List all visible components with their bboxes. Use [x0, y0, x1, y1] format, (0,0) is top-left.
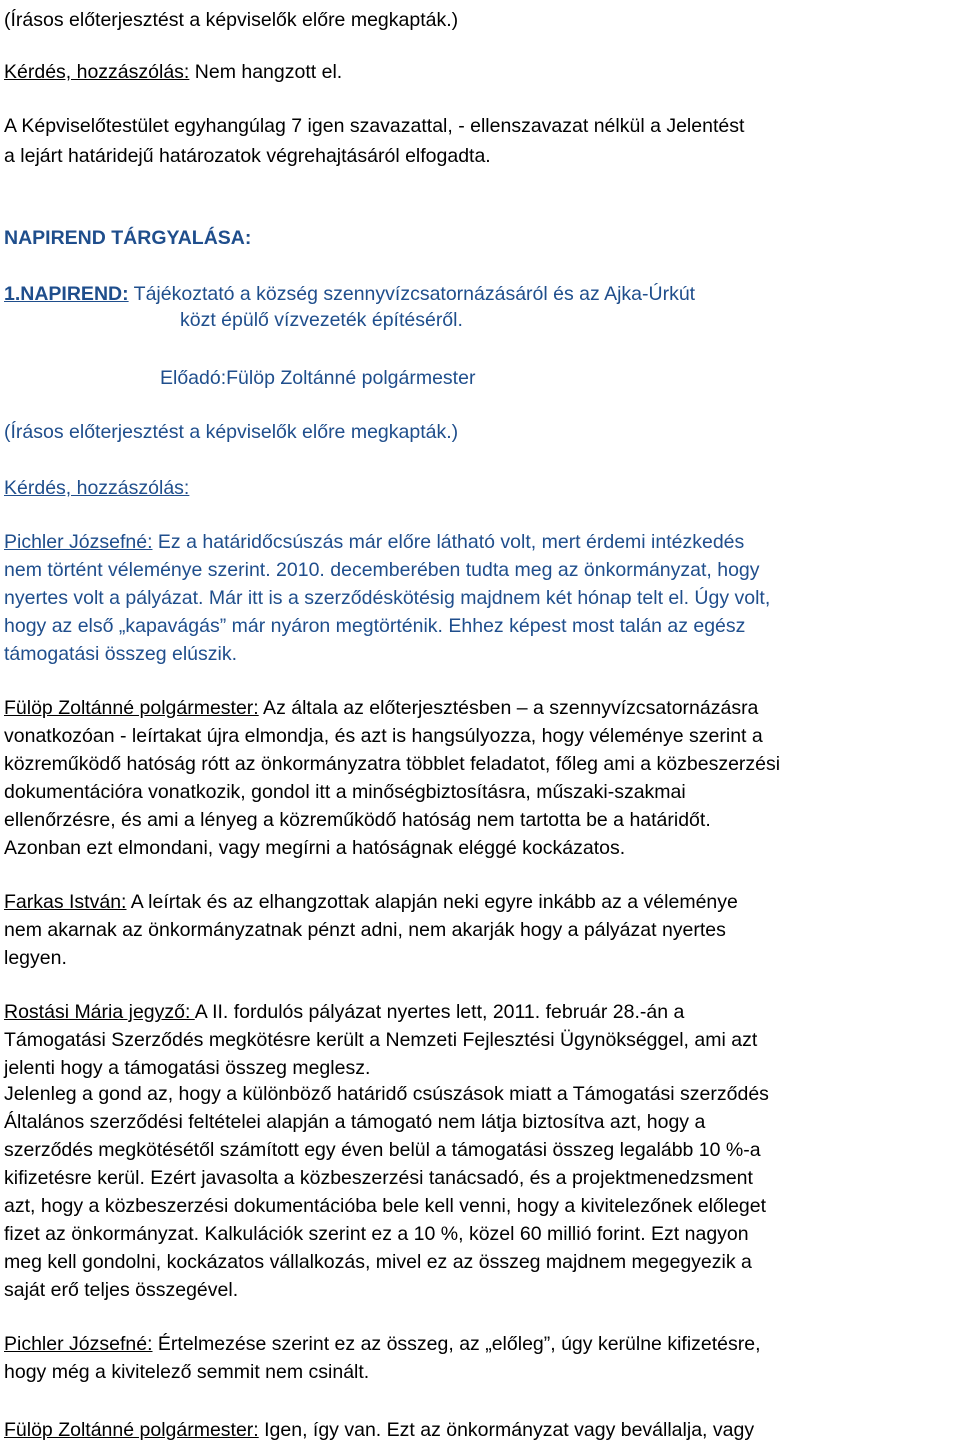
text-segment: meg kell gondolni, kockázatos vállalkozás, mivel ez az összeg majdnem megegyezik a — [4, 1251, 752, 1273]
text-line — [4, 1332, 761, 1356]
text-line — [4, 1360, 369, 1384]
text-segment: Ez a határidőcsúszás már előre látható volt, mert érdemi intézkedés — [152, 531, 745, 553]
text-segment: szerződés megkötésétől számított egy éven belül a támogatási összeg legalább 10 %-a — [4, 1139, 761, 1161]
text-segment: Támogatási Szerződés megkötésre került a Nemzeti Fejlesztési Ügynökséggel, ami azt — [4, 1029, 758, 1051]
text-line — [4, 476, 189, 500]
text-segment: legyen. — [4, 947, 67, 969]
text-segment: A leírtak és az elhangzottak alapján neki egyre inkább az a véleménye — [126, 891, 738, 913]
text-line — [4, 808, 711, 832]
text-line — [4, 1138, 761, 1162]
text-line — [4, 1250, 752, 1274]
text-segment: fizet az önkormányzat. Kalkulációk szerint ez a 10 %, közel 60 millió forint. Ezt nagyon — [4, 1223, 749, 1245]
text-line — [4, 114, 744, 138]
text-segment: Nem hangzott el. — [189, 61, 343, 83]
speaker-label: Kérdés, hozzászólás: — [4, 61, 190, 83]
text-line — [4, 1166, 753, 1190]
text-segment: NAPIREND TÁRGYALÁSA: — [4, 227, 252, 249]
text-line — [4, 282, 695, 306]
text-segment: Jelenleg a gond az, hogy a különböző határidő csúszások miatt a Támogatási szerződés — [4, 1083, 769, 1105]
text-line — [4, 1056, 370, 1080]
text-segment: ellenőrzésre, és ami a lényeg a közreműködő hatóság nem tartotta be a határidőt. — [4, 809, 711, 831]
text-line — [4, 1278, 238, 1302]
text-line — [4, 1418, 754, 1442]
text-segment: jelenti hogy a támogatási összeg meglesz. — [4, 1057, 371, 1079]
speaker-label: Fülöp Zoltánné polgármester: — [4, 1419, 259, 1441]
speaker-label: Pichler Józsefné: — [4, 1333, 153, 1355]
text-line — [4, 780, 686, 804]
text-segment: közt épülő vízvezeték építéséről. — [180, 309, 463, 331]
text-segment: saját erő teljes összegével. — [4, 1279, 239, 1301]
text-segment: közreműködő hatóság rótt az önkormányzatra többlet feladatot, főleg ami a közbeszerzési — [4, 753, 781, 775]
text-segment: Értelmezése szerint ez az összeg, az „előleg”, úgy kerülne kifizetésre, — [152, 1333, 761, 1355]
speaker-label: Fülöp Zoltánné polgármester: — [4, 697, 259, 719]
speaker-label: Kérdés, hozzászólás: — [4, 477, 190, 499]
text-line — [4, 614, 745, 638]
text-line — [4, 420, 458, 444]
text-line — [4, 918, 726, 942]
text-segment: Az általa az előterjesztésben – a szennyvízcsatornázásra — [258, 697, 759, 719]
text-segment: (Írásos előterjesztést a képviselők előre megkapták.) — [4, 421, 459, 443]
speaker-label: Pichler Józsefné: — [4, 531, 153, 553]
text-segment: nem történt véleménye szerint. 2010. decemberében tudta meg az önkormányzat, hogy — [4, 559, 760, 581]
text-line — [4, 890, 738, 914]
text-line — [4, 8, 458, 32]
text-line — [4, 1222, 749, 1246]
text-line — [180, 308, 463, 332]
text-segment: A II. fordulós pályázat nyertes lett, 2011. február 28.-án a — [194, 1001, 685, 1023]
text-line — [4, 60, 342, 84]
text-line — [4, 1110, 705, 1134]
text-segment: Igen, így van. Ezt az önkormányzat vagy bevállalja, vagy — [258, 1419, 755, 1441]
text-line — [4, 724, 763, 748]
text-line — [4, 1194, 766, 1218]
text-segment: hogy még a kivitelező semmit nem csinált. — [4, 1361, 370, 1383]
text-line — [4, 642, 237, 666]
text-line — [4, 144, 491, 168]
text-segment: vonatkozóan - leírtakat újra elmondja, és azt is hangsúlyozza, hogy véleménye szerint a — [4, 725, 763, 747]
text-line — [4, 752, 780, 776]
text-segment: azt, hogy a közbeszerzési dokumentációba bele kell venni, hogy a kivitelezőnek előleget — [4, 1195, 767, 1217]
text-segment: hogy az első „kapavágás” már nyáron megtörténik. Ehhez képest most talán az egész — [4, 615, 746, 637]
text-line — [4, 226, 251, 250]
text-line — [4, 530, 744, 554]
text-segment: Általános szerződési feltételei alapján a támogató nem látja biztosítva azt, hogy a — [4, 1111, 706, 1133]
speaker-label: Farkas István: — [4, 891, 127, 913]
speaker-label: Rostási Mária jegyző: — [4, 1001, 195, 1023]
text-segment: A Képviselőtestület egyhangúlag 7 igen szavazattal, - ellenszavazat nélkül a Jelentést — [4, 115, 745, 137]
text-segment: támogatási összeg elúszik. — [4, 643, 238, 665]
text-segment: Azonban ezt elmondani, vagy megírni a hatóságnak eléggé kockázatos. — [4, 837, 626, 859]
text-line — [4, 1000, 684, 1024]
text-line — [4, 946, 67, 970]
text-segment: nem akarnak az önkormányzatnak pénzt adni, nem akarják hogy a pályázat nyertes — [4, 919, 726, 941]
text-segment: Előadó:Fülöp Zoltánné polgármester — [160, 367, 476, 389]
text-segment: nyertes volt a pályázat. Már itt is a szerződéskötésig majdnem két hónap telt el. Úgy volt, — [4, 587, 771, 609]
text-segment: (Írásos előterjesztést a képviselők előre megkapták.) — [4, 9, 459, 31]
text-segment: dokumentációra vonatkozik, gondol itt a minőségbiztosításra, műszaki-szakmai — [4, 781, 686, 803]
text-line — [160, 366, 475, 390]
text-segment: a lejárt határidejű határozatok végrehajtásáról elfogadta. — [4, 145, 491, 167]
text-line — [4, 558, 760, 582]
speaker-label: 1.NAPIREND: — [4, 283, 129, 305]
text-line — [4, 1082, 769, 1106]
text-line — [4, 586, 770, 610]
text-line — [4, 1028, 757, 1052]
text-segment: kifizetésre kerül. Ezért javasolta a közbeszerzési tanácsadó, és a projektmenedzsment — [4, 1167, 753, 1189]
text-line — [4, 836, 625, 860]
text-segment: Tájékoztató a község szennyvízcsatornázásáról és az Ajka-Úrkút — [128, 283, 696, 305]
text-line — [4, 696, 758, 720]
